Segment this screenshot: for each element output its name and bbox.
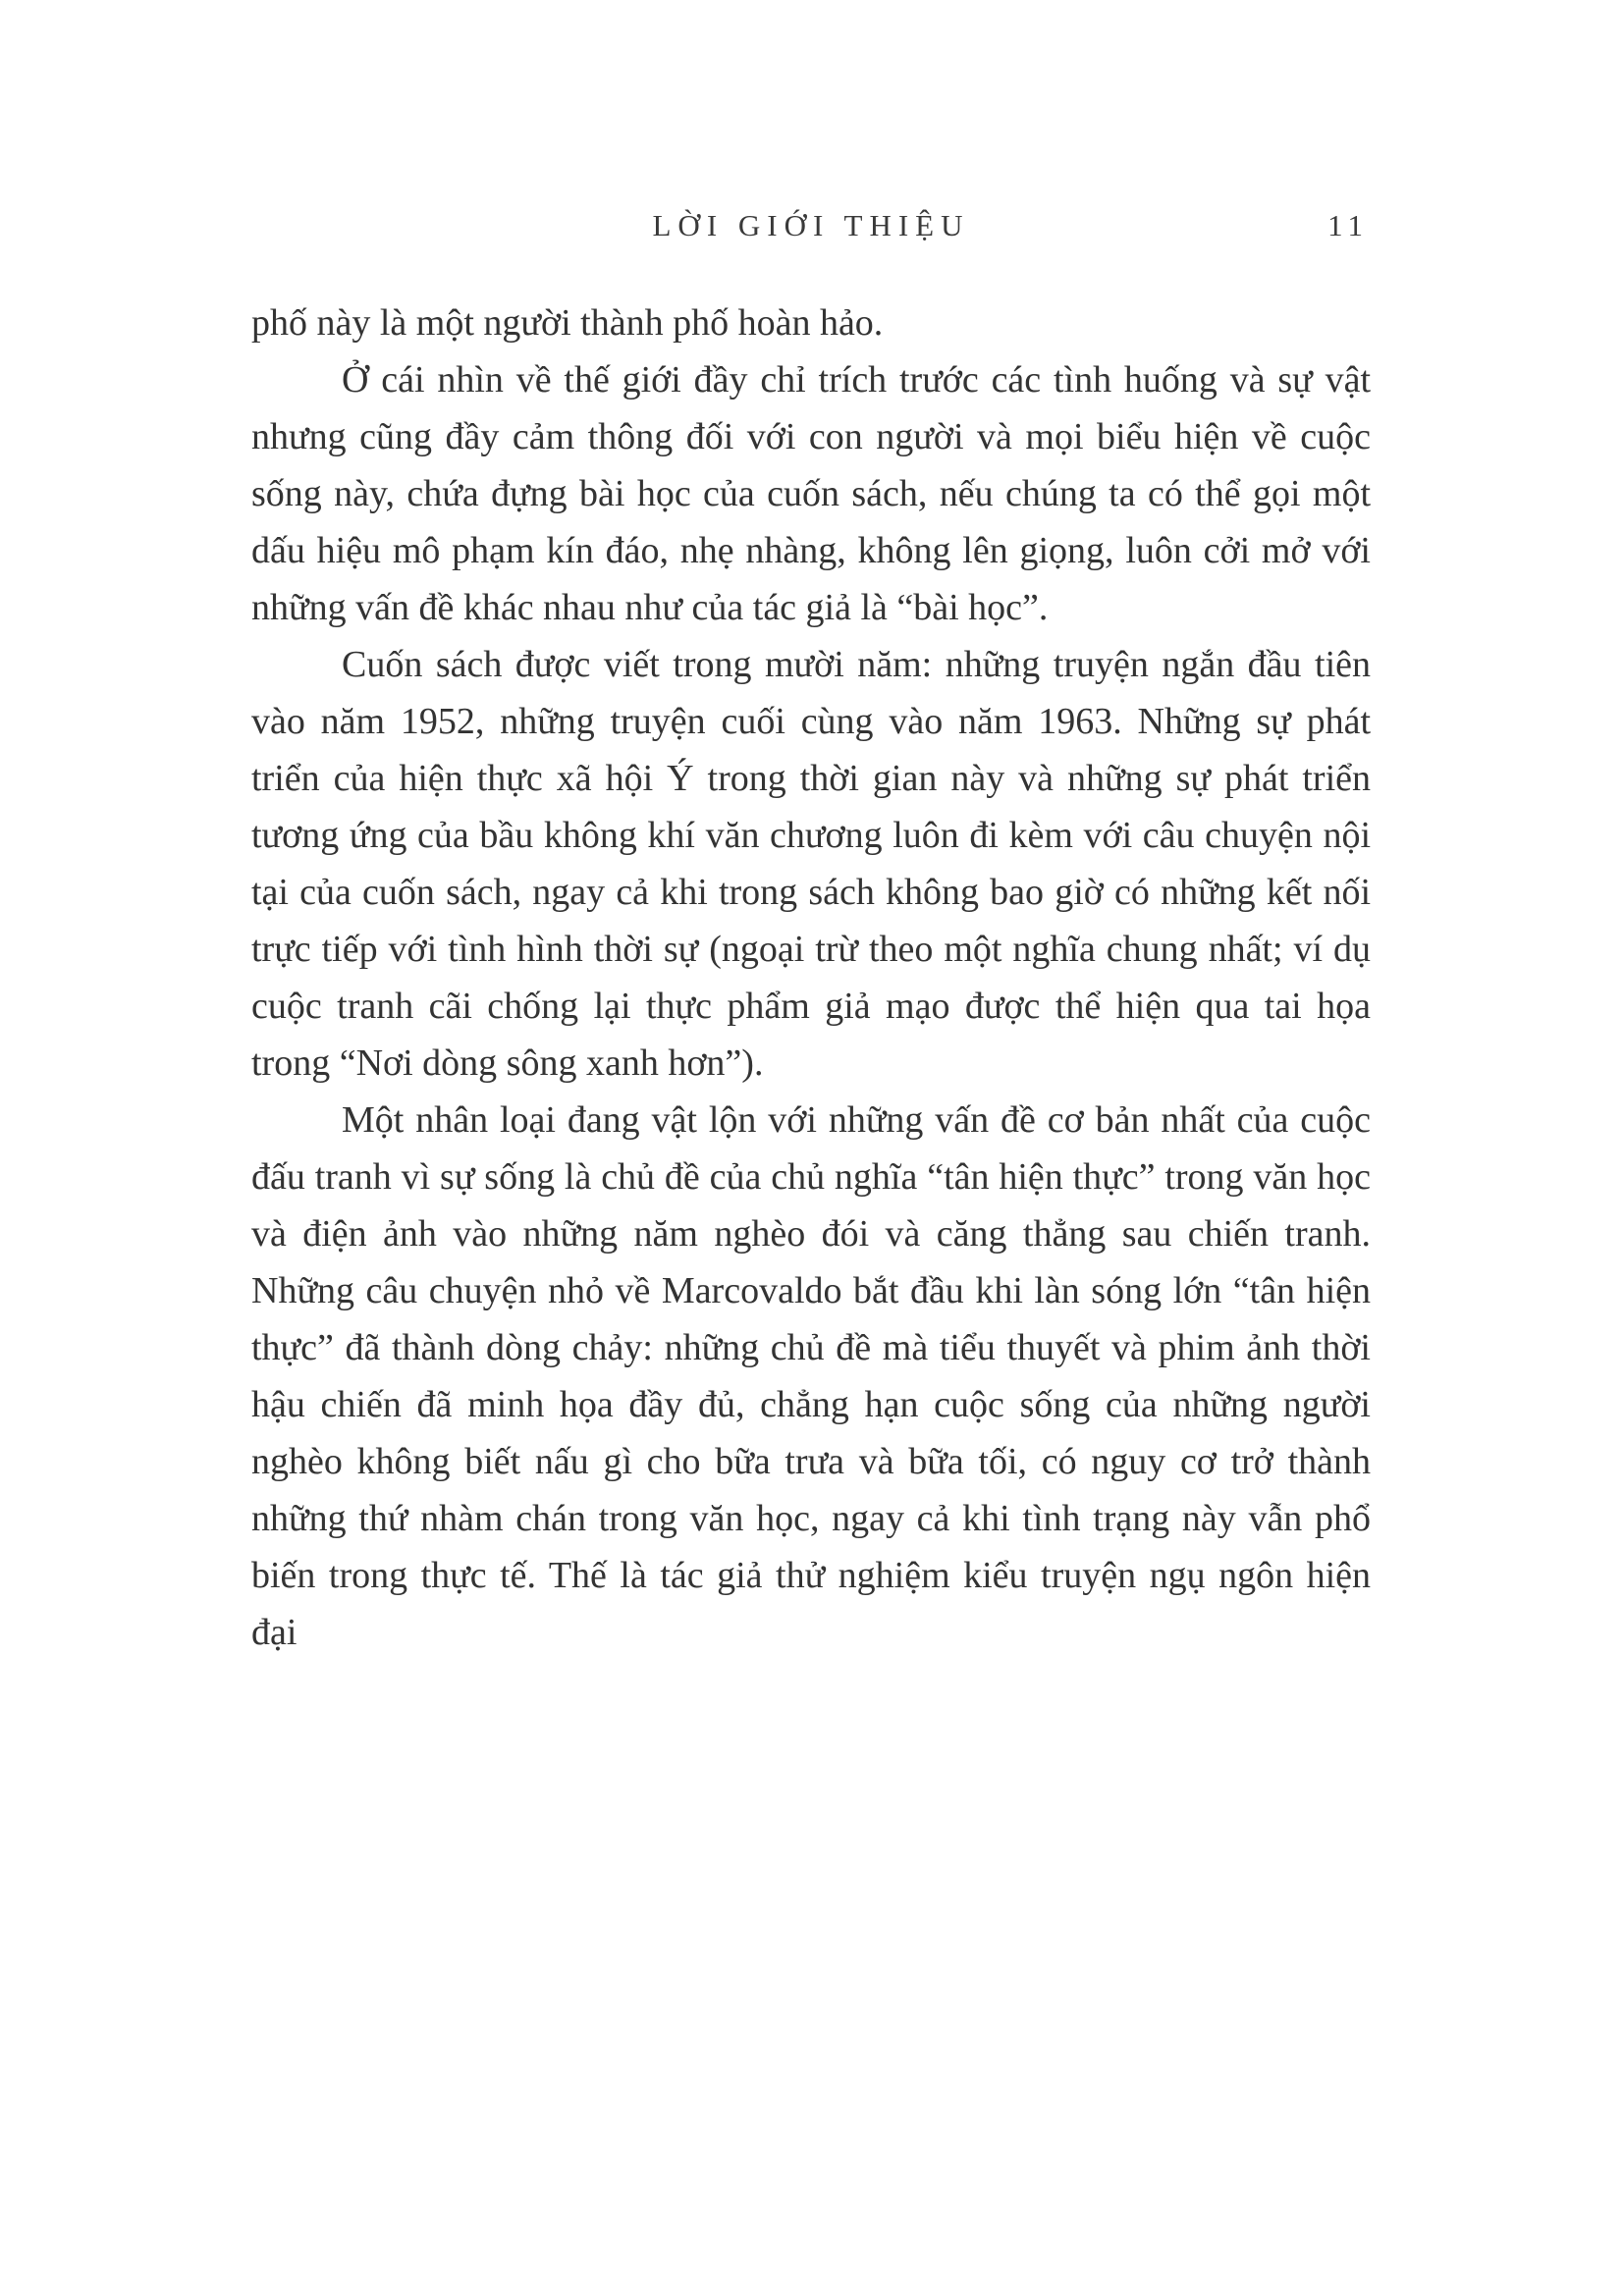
page-number: 11 <box>1327 208 1369 242</box>
paragraph: Ở cái nhìn về thế giới đầy chỉ trích trước các tình huống và sự vật nhưng cũng đầy cảm thông đối với con người và mọi biểu hiện về cuộc sống này, chứa đựng bài học của cuốn sách, nếu chúng ta có thể gọi một dấu hiệu mô phạm kín đáo, nhẹ nhàng, không lên giọng, luôn cởi mở với những vấn đề khác nhau như của tác giả là “bài học”. <box>251 359 1371 628</box>
page-header <box>251 208 1371 251</box>
paragraph: Một nhân loại đang vật lộn với những vấn đề cơ bản nhất của cuộc đấu tranh vì sự sống là chủ đề của chủ nghĩa “tân hiện thực” trong văn học và điện ảnh vào những năm nghèo đói và căng thẳng sau chiến tranh. Những câu chuyện nhỏ về Marcovaldo bắt đầu khi làn sóng lớn “tân hiện thực” đã thành dòng chảy: những chủ đề mà tiểu thuyết và phim ảnh thời hậu chiến đã minh họa đầy đủ, chẳng hạn cuộc sống của những người nghèo không biết nấu gì cho bữa trưa và bữa tối, có nguy cơ trở thành những thứ nhàm chán trong văn học, ngay cả khi tình trạng này vẫn phổ biến trong thực tế. Thế là tác giả thử nghiệm kiểu truyện ngụ ngôn hiện đại <box>251 1099 1371 1653</box>
running-header-title: LỜI GIỚI THIỆU <box>652 208 970 242</box>
body-text-block <box>251 294 1371 1661</box>
paragraph-continuation: phố này là một người thành phố hoàn hảo. <box>251 302 884 344</box>
paragraph: Cuốn sách được viết trong mười năm: những truyện ngắn đầu tiên vào năm 1952, những truyện cuối cùng vào năm 1963. Những sự phát triển của hiện thực xã hội Ý trong thời gian này và những sự phát triển tương ứng của bầu không khí văn chương luôn đi kèm với câu chuyện nội tại của cuốn sách, ngay cả khi trong sách không bao giờ có những kết nối trực tiếp với tình hình thời sự (ngoại trừ theo một nghĩa chung nhất; ví dụ cuộc tranh cãi chống lại thực phẩm giả mạo được thể hiện qua tai họa trong “Nơi dòng sông xanh hơn”). <box>251 644 1371 1084</box>
